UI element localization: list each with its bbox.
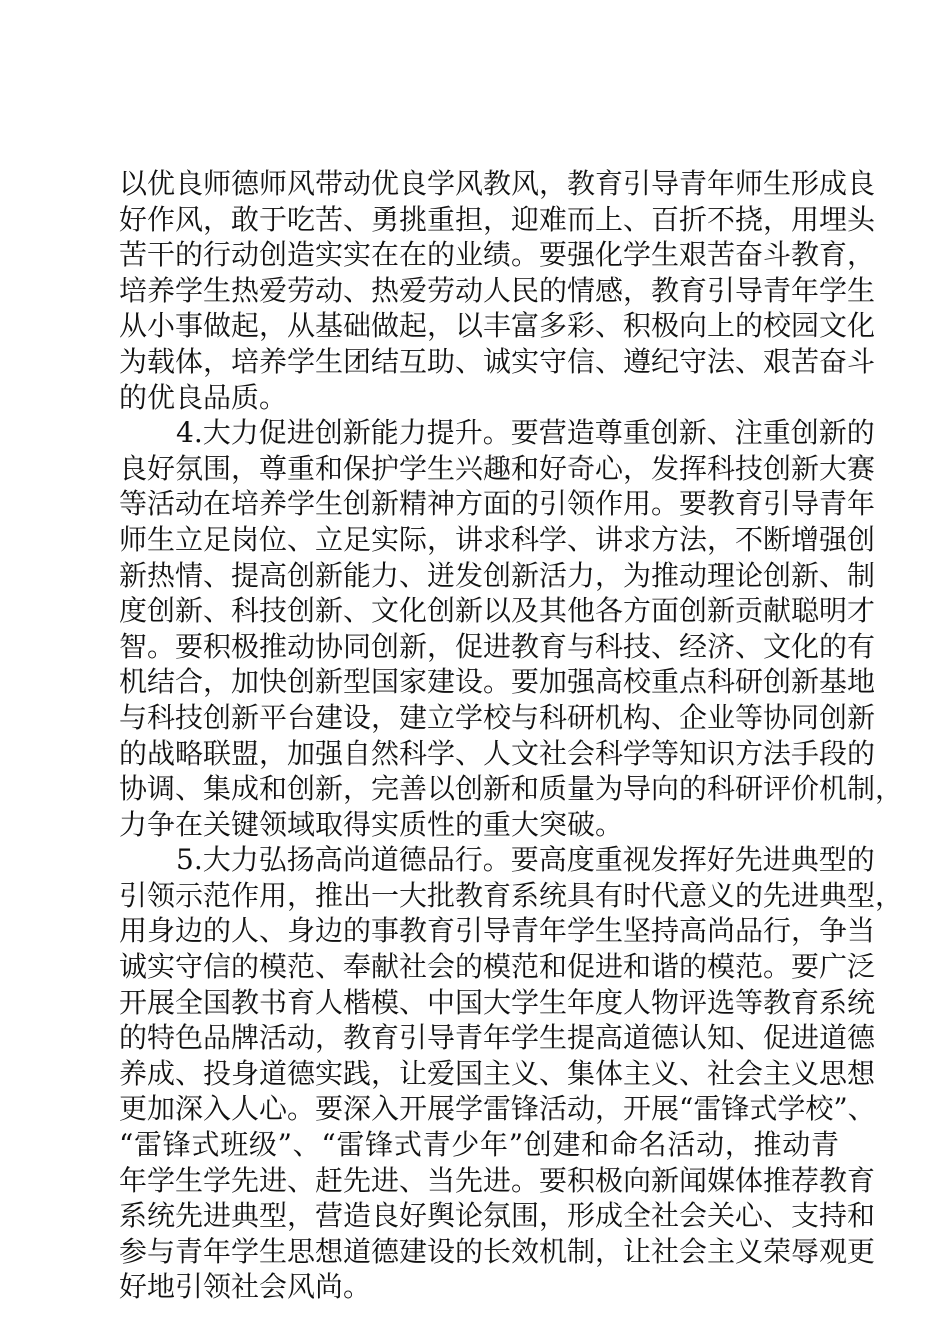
text-line: 为载体，培养学生团结互助、诚实守信、遵纪守法、艰苦奋斗 xyxy=(119,344,876,378)
text-line: 引领示范作用，推出一大批教育系统具有时代意义的先进典型， xyxy=(119,878,904,912)
text-line: 年学生学先进、赶先进、当先进。要积极向新闻媒体推荐教育 xyxy=(119,1163,876,1197)
text-line: 苦干的行动创造实实在在的业绩。要强化学生艰苦奋斗教育， xyxy=(119,238,876,272)
text-line: 诚实守信的模范、奉献社会的模范和促进和谐的模范。要广泛 xyxy=(119,950,876,984)
text-line: 用身边的人、身边的事教育引导青年学生坚持高尚品行，争当 xyxy=(119,914,876,948)
text-line: 良好氛围，尊重和保护学生兴趣和好奇心，发挥科技创新大赛 xyxy=(119,451,876,485)
text-line: 师生立足岗位、立足实际，讲求科学、讲求方法，不断增强创 xyxy=(119,522,876,556)
text-line: 机结合，加快创新型国家建设。要加强高校重点科研创新基地 xyxy=(119,665,876,699)
text-line: 养成、投身道德实践，让爱国主义、集体主义、社会主义思想 xyxy=(119,1056,876,1090)
text-line: 从小事做起，从基础做起，以丰富多彩、积极向上的校园文化 xyxy=(119,309,876,343)
text-line: “雷锋式班级”、“雷锋式青少年”创建和命名活动，推动青 xyxy=(119,1128,839,1162)
text-line: 更加深入人心。要深入开展学雷锋活动，开展“雷锋式学校”、 xyxy=(119,1092,876,1126)
text-line: 参与青年学生思想道德建设的长效机制，让社会主义荣辱观更 xyxy=(119,1234,876,1268)
text-line: 智。要积极推动协同创新，促进教育与科技、经济、文化的有 xyxy=(119,629,876,663)
text-line: 开展全国教书育人楷模、中国大学生年度人物评选等教育系统 xyxy=(119,985,876,1019)
text-line: 的特色品牌活动，教育引导青年学生提高道德认知、促进道德 xyxy=(119,1021,876,1055)
text-line: 协调、集成和创新，完善以创新和质量为导向的科研评价机制， xyxy=(119,772,904,806)
text-line: 好地引领社会风尚。 xyxy=(119,1270,372,1304)
text-line: 的战略联盟，加强自然科学、人文社会科学等知识方法手段的 xyxy=(119,736,876,770)
text-line: 的优良品质。 xyxy=(119,380,288,414)
text-line: 以优良师德师风带动优良学风教风，教育引导青年师生形成良 xyxy=(119,167,876,200)
text-line: 好作风，敢于吃苦、勇挑重担，迎难而上、百折不挠，用埋头 xyxy=(119,202,876,236)
text-line: 5.大力弘扬高尚道德品行。要高度重视发挥好先进典型的 xyxy=(176,843,875,877)
text-line: 4.大力促进创新能力提升。要营造尊重创新、注重创新的 xyxy=(176,416,875,450)
text-line: 新热情、提高创新能力、迸发创新活力，为推动理论创新、制 xyxy=(119,558,876,592)
text-line: 力争在关键领域取得实质性的重大突破。 xyxy=(119,807,624,841)
text-line: 与科技创新平台建设，建立学校与科研机构、企业等协同创新 xyxy=(119,700,876,734)
text-line: 度创新、科技创新、文化创新以及其他各方面创新贡献聪明才 xyxy=(119,594,876,628)
text-line: 等活动在培养学生创新精神方面的引领作用。要教育引导青年 xyxy=(119,487,876,521)
body-text xyxy=(119,166,904,1305)
text-line: 系统先进典型，营造良好舆论氛围，形成全社会关心、支持和 xyxy=(119,1199,876,1233)
text-line: 培养学生热爱劳动、热爱劳动人民的情感，教育引导青年学生 xyxy=(119,273,876,307)
